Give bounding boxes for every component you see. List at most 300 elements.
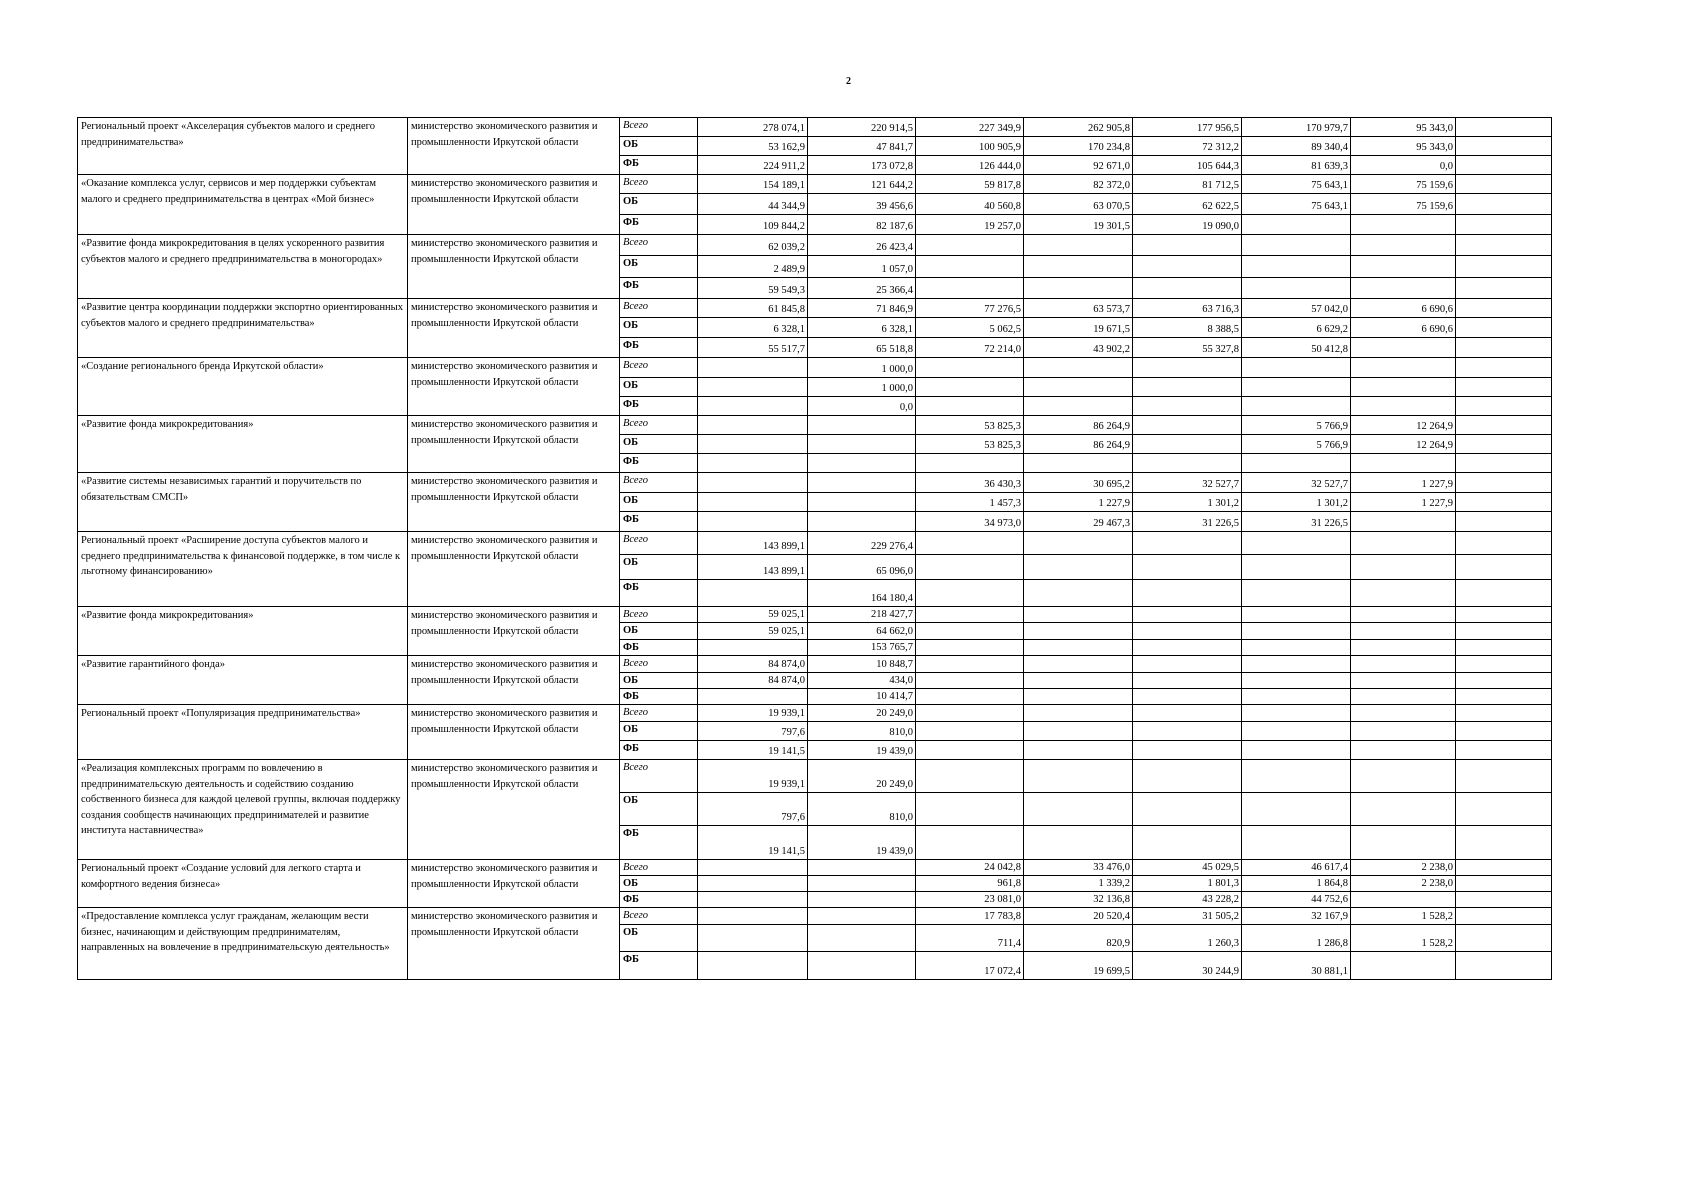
amount-cell bbox=[1351, 705, 1456, 722]
amount-cell: 61 845,8 bbox=[698, 299, 808, 318]
amount-cell bbox=[1133, 607, 1242, 623]
amount-cell: 95 343,0 bbox=[1351, 118, 1456, 137]
amount-cell: 121 644,2 bbox=[808, 175, 916, 194]
amount-cell: 143 899,1 bbox=[698, 532, 808, 555]
amount-cell: 44 752,6 bbox=[1242, 892, 1351, 908]
amount-cell bbox=[1351, 338, 1456, 358]
amount-cell: 53 162,9 bbox=[698, 137, 808, 156]
amount-cell bbox=[1024, 705, 1133, 722]
event-name-cell: «Развитие фонда микрокредитования» bbox=[78, 416, 408, 473]
amount-cell: 63 070,5 bbox=[1024, 194, 1133, 215]
amount-cell bbox=[1456, 760, 1552, 793]
amount-cell: 62 622,5 bbox=[1133, 194, 1242, 215]
amount-cell: 53 825,3 bbox=[916, 435, 1024, 454]
amount-cell bbox=[1456, 235, 1552, 256]
amount-cell bbox=[1456, 137, 1552, 156]
amount-cell bbox=[1242, 555, 1351, 580]
funding-source-cell: Всего bbox=[620, 473, 698, 493]
amount-cell: 31 226,5 bbox=[1242, 512, 1351, 532]
amount-cell: 19 141,5 bbox=[698, 826, 808, 860]
amount-cell: 59 025,1 bbox=[698, 623, 808, 640]
amount-cell bbox=[698, 689, 808, 705]
amount-cell bbox=[1133, 532, 1242, 555]
amount-cell: 10 414,7 bbox=[808, 689, 916, 705]
amount-cell: 71 846,9 bbox=[808, 299, 916, 318]
amount-cell: 797,6 bbox=[698, 793, 808, 826]
amount-cell: 64 662,0 bbox=[808, 623, 916, 640]
amount-cell: 46 617,4 bbox=[1242, 860, 1351, 876]
funding-source-cell: ФБ bbox=[620, 580, 698, 607]
amount-cell bbox=[1456, 892, 1552, 908]
amount-cell bbox=[916, 793, 1024, 826]
amount-cell bbox=[1242, 454, 1351, 473]
budget-table bbox=[77, 117, 1552, 980]
table-row bbox=[78, 473, 1552, 493]
funding-source-cell: Всего bbox=[620, 416, 698, 435]
amount-cell: 81 712,5 bbox=[1133, 175, 1242, 194]
amount-cell: 2 489,9 bbox=[698, 256, 808, 278]
amount-cell bbox=[1242, 397, 1351, 416]
responsible-executor-cell: министерство экономического развития и промышленности Иркутской области bbox=[408, 473, 620, 532]
amount-cell: 19 301,5 bbox=[1024, 215, 1133, 235]
amount-cell bbox=[698, 493, 808, 512]
amount-cell bbox=[1133, 416, 1242, 435]
amount-cell: 19 090,0 bbox=[1133, 215, 1242, 235]
amount-cell bbox=[1456, 555, 1552, 580]
amount-cell bbox=[808, 473, 916, 493]
funding-source-cell: ФБ bbox=[620, 454, 698, 473]
amount-cell bbox=[1133, 378, 1242, 397]
amount-cell bbox=[1024, 256, 1133, 278]
amount-cell bbox=[1351, 656, 1456, 673]
amount-cell bbox=[1456, 908, 1552, 925]
funding-source-cell: ФБ bbox=[620, 215, 698, 235]
funding-source-cell: ОБ bbox=[620, 623, 698, 640]
amount-cell: 1 227,9 bbox=[1351, 473, 1456, 493]
amount-cell bbox=[1456, 860, 1552, 876]
amount-cell: 170 234,8 bbox=[1024, 137, 1133, 156]
amount-cell: 72 214,0 bbox=[916, 338, 1024, 358]
amount-cell bbox=[1456, 532, 1552, 555]
amount-cell: 1 000,0 bbox=[808, 378, 916, 397]
amount-cell: 810,0 bbox=[808, 793, 916, 826]
amount-cell bbox=[1351, 689, 1456, 705]
amount-cell bbox=[1024, 235, 1133, 256]
amount-cell: 177 956,5 bbox=[1133, 118, 1242, 137]
amount-cell bbox=[1024, 689, 1133, 705]
amount-cell bbox=[1133, 235, 1242, 256]
amount-cell bbox=[1456, 580, 1552, 607]
amount-cell bbox=[916, 623, 1024, 640]
amount-cell bbox=[1351, 278, 1456, 299]
amount-cell: 82 187,6 bbox=[808, 215, 916, 235]
funding-source-cell: ФБ bbox=[620, 952, 698, 980]
amount-cell bbox=[1024, 358, 1133, 378]
amount-cell: 57 042,0 bbox=[1242, 299, 1351, 318]
amount-cell bbox=[1133, 397, 1242, 416]
amount-cell bbox=[1456, 623, 1552, 640]
amount-cell bbox=[1351, 826, 1456, 860]
amount-cell: 6 629,2 bbox=[1242, 318, 1351, 338]
amount-cell: 75 643,1 bbox=[1242, 175, 1351, 194]
amount-cell: 59 817,8 bbox=[916, 175, 1024, 194]
amount-cell: 19 671,5 bbox=[1024, 318, 1133, 338]
amount-cell: 19 141,5 bbox=[698, 741, 808, 760]
funding-source-cell: ОБ bbox=[620, 435, 698, 454]
table-row bbox=[78, 299, 1552, 318]
amount-cell bbox=[1133, 689, 1242, 705]
amount-cell bbox=[1456, 397, 1552, 416]
amount-cell bbox=[1456, 722, 1552, 741]
amount-cell: 797,6 bbox=[698, 722, 808, 741]
funding-source-cell: ОБ bbox=[620, 555, 698, 580]
amount-cell bbox=[1456, 876, 1552, 892]
funding-source-cell: ОБ bbox=[620, 378, 698, 397]
amount-cell bbox=[1351, 673, 1456, 689]
amount-cell bbox=[1133, 454, 1242, 473]
amount-cell: 19 939,1 bbox=[698, 705, 808, 722]
amount-cell: 82 372,0 bbox=[1024, 175, 1133, 194]
amount-cell bbox=[1456, 278, 1552, 299]
funding-source-cell: ОБ bbox=[620, 493, 698, 512]
amount-cell bbox=[1024, 793, 1133, 826]
amount-cell bbox=[916, 722, 1024, 741]
amount-cell: 29 467,3 bbox=[1024, 512, 1133, 532]
amount-cell: 92 671,0 bbox=[1024, 156, 1133, 175]
funding-source-cell: ОБ bbox=[620, 256, 698, 278]
amount-cell bbox=[1133, 760, 1242, 793]
amount-cell bbox=[698, 397, 808, 416]
amount-cell bbox=[1024, 532, 1133, 555]
amount-cell bbox=[1351, 532, 1456, 555]
funding-source-cell: ФБ bbox=[620, 640, 698, 656]
amount-cell bbox=[1242, 673, 1351, 689]
amount-cell bbox=[808, 908, 916, 925]
amount-cell: 25 366,4 bbox=[808, 278, 916, 299]
amount-cell bbox=[1456, 358, 1552, 378]
amount-cell: 63 573,7 bbox=[1024, 299, 1133, 318]
amount-cell bbox=[1133, 278, 1242, 299]
amount-cell bbox=[1242, 235, 1351, 256]
amount-cell: 86 264,9 bbox=[1024, 435, 1133, 454]
amount-cell bbox=[1351, 215, 1456, 235]
amount-cell: 17 072,4 bbox=[916, 952, 1024, 980]
amount-cell: 24 042,8 bbox=[916, 860, 1024, 876]
amount-cell bbox=[808, 493, 916, 512]
amount-cell bbox=[698, 892, 808, 908]
table-row bbox=[78, 416, 1552, 435]
amount-cell bbox=[916, 760, 1024, 793]
amount-cell: 224 911,2 bbox=[698, 156, 808, 175]
amount-cell bbox=[916, 705, 1024, 722]
responsible-executor-cell: министерство экономического развития и промышленности Иркутской области bbox=[408, 607, 620, 656]
amount-cell bbox=[1242, 689, 1351, 705]
amount-cell: 50 412,8 bbox=[1242, 338, 1351, 358]
amount-cell: 0,0 bbox=[1351, 156, 1456, 175]
amount-cell: 100 905,9 bbox=[916, 137, 1024, 156]
amount-cell: 5 766,9 bbox=[1242, 435, 1351, 454]
amount-cell bbox=[916, 256, 1024, 278]
amount-cell: 32 527,7 bbox=[1242, 473, 1351, 493]
funding-source-cell: Всего bbox=[620, 235, 698, 256]
responsible-executor-cell: министерство экономического развития и промышленности Иркутской области bbox=[408, 358, 620, 416]
amount-cell bbox=[1024, 673, 1133, 689]
responsible-executor-cell: министерство экономического развития и промышленности Иркутской области bbox=[408, 118, 620, 175]
amount-cell bbox=[1456, 435, 1552, 454]
funding-source-cell: Всего bbox=[620, 175, 698, 194]
amount-cell bbox=[1133, 623, 1242, 640]
funding-source-cell: ОБ bbox=[620, 194, 698, 215]
amount-cell: 72 312,2 bbox=[1133, 137, 1242, 156]
amount-cell: 36 430,3 bbox=[916, 473, 1024, 493]
table-row bbox=[78, 705, 1552, 722]
amount-cell bbox=[1242, 607, 1351, 623]
amount-cell bbox=[1024, 555, 1133, 580]
amount-cell bbox=[1242, 826, 1351, 860]
amount-cell bbox=[808, 512, 916, 532]
amount-cell: 1 801,3 bbox=[1133, 876, 1242, 892]
event-name-cell: Региональный проект «Популяризация предпринимательства» bbox=[78, 705, 408, 760]
amount-cell bbox=[1242, 532, 1351, 555]
amount-cell bbox=[1351, 760, 1456, 793]
amount-cell: 77 276,5 bbox=[916, 299, 1024, 318]
funding-source-cell: ОБ bbox=[620, 318, 698, 338]
amount-cell bbox=[808, 952, 916, 980]
amount-cell: 32 167,9 bbox=[1242, 908, 1351, 925]
amount-cell: 1 457,3 bbox=[916, 493, 1024, 512]
amount-cell: 53 825,3 bbox=[916, 416, 1024, 435]
amount-cell: 126 444,0 bbox=[916, 156, 1024, 175]
amount-cell bbox=[698, 435, 808, 454]
amount-cell: 218 427,7 bbox=[808, 607, 916, 623]
amount-cell bbox=[916, 397, 1024, 416]
funding-source-cell: ОБ bbox=[620, 722, 698, 741]
amount-cell: 10 848,7 bbox=[808, 656, 916, 673]
amount-cell bbox=[808, 892, 916, 908]
event-name-cell: Региональный проект «Акселерация субъектов малого и среднего предпринимательства» bbox=[78, 118, 408, 175]
table-row bbox=[78, 656, 1552, 673]
amount-cell: 105 644,3 bbox=[1133, 156, 1242, 175]
table-row bbox=[78, 358, 1552, 378]
amount-cell bbox=[1456, 673, 1552, 689]
amount-cell bbox=[1456, 705, 1552, 722]
amount-cell: 1 528,2 bbox=[1351, 925, 1456, 952]
responsible-executor-cell: министерство экономического развития и промышленности Иркутской области bbox=[408, 760, 620, 860]
amount-cell: 262 905,8 bbox=[1024, 118, 1133, 137]
amount-cell bbox=[1351, 640, 1456, 656]
amount-cell bbox=[1351, 454, 1456, 473]
amount-cell: 45 029,5 bbox=[1133, 860, 1242, 876]
amount-cell: 47 841,7 bbox=[808, 137, 916, 156]
amount-cell bbox=[1456, 741, 1552, 760]
funding-source-cell: Всего bbox=[620, 760, 698, 793]
funding-source-cell: Всего bbox=[620, 532, 698, 555]
amount-cell bbox=[1133, 722, 1242, 741]
amount-cell: 40 560,8 bbox=[916, 194, 1024, 215]
amount-cell: 1 057,0 bbox=[808, 256, 916, 278]
amount-cell: 1 227,9 bbox=[1024, 493, 1133, 512]
amount-cell bbox=[1024, 580, 1133, 607]
amount-cell bbox=[1024, 623, 1133, 640]
amount-cell bbox=[1456, 454, 1552, 473]
amount-cell: 23 081,0 bbox=[916, 892, 1024, 908]
amount-cell: 19 439,0 bbox=[808, 741, 916, 760]
amount-cell: 34 973,0 bbox=[916, 512, 1024, 532]
amount-cell bbox=[1456, 689, 1552, 705]
amount-cell bbox=[1242, 358, 1351, 378]
funding-source-cell: ФБ bbox=[620, 741, 698, 760]
funding-source-cell: Всего bbox=[620, 607, 698, 623]
amount-cell bbox=[916, 689, 1024, 705]
amount-cell bbox=[1024, 397, 1133, 416]
amount-cell: 227 349,9 bbox=[916, 118, 1024, 137]
event-name-cell: Региональный проект «Создание условий для легкого старта и комфортного ведения бизнеса» bbox=[78, 860, 408, 908]
amount-cell bbox=[698, 876, 808, 892]
amount-cell bbox=[1351, 741, 1456, 760]
responsible-executor-cell: министерство экономического развития и промышленности Иркутской области bbox=[408, 416, 620, 473]
amount-cell bbox=[1133, 656, 1242, 673]
amount-cell: 12 264,9 bbox=[1351, 435, 1456, 454]
amount-cell bbox=[916, 580, 1024, 607]
funding-source-cell: Всего bbox=[620, 118, 698, 137]
amount-cell bbox=[1456, 640, 1552, 656]
amount-cell bbox=[1242, 278, 1351, 299]
amount-cell bbox=[1351, 256, 1456, 278]
amount-cell: 154 189,1 bbox=[698, 175, 808, 194]
event-name-cell: «Оказание комплекса услуг, сервисов и мер поддержки субъектам малого и среднего предпринимательства в центрах «Мой бизнес» bbox=[78, 175, 408, 235]
amount-cell: 1 339,2 bbox=[1024, 876, 1133, 892]
amount-cell bbox=[1351, 623, 1456, 640]
amount-cell bbox=[1456, 607, 1552, 623]
amount-cell: 2 238,0 bbox=[1351, 860, 1456, 876]
responsible-executor-cell: министерство экономического развития и промышленности Иркутской области bbox=[408, 235, 620, 299]
amount-cell bbox=[1351, 378, 1456, 397]
amount-cell: 55 327,8 bbox=[1133, 338, 1242, 358]
amount-cell: 95 343,0 bbox=[1351, 137, 1456, 156]
amount-cell: 711,4 bbox=[916, 925, 1024, 952]
amount-cell: 1 260,3 bbox=[1133, 925, 1242, 952]
amount-cell bbox=[808, 454, 916, 473]
amount-cell bbox=[1242, 378, 1351, 397]
amount-cell bbox=[1024, 278, 1133, 299]
amount-cell bbox=[1351, 555, 1456, 580]
amount-cell: 39 456,6 bbox=[808, 194, 916, 215]
funding-source-cell: Всего bbox=[620, 908, 698, 925]
amount-cell: 1 528,2 bbox=[1351, 908, 1456, 925]
amount-cell: 173 072,8 bbox=[808, 156, 916, 175]
event-name-cell: «Реализация комплексных программ по вовлечению в предпринимательскую деятельность и содействию созданию собственного бизнеса для каждой целевой группы, включая поддержку создания сообществ начинающих предпринимателей и развитие института наставничества» bbox=[78, 760, 408, 860]
amount-cell bbox=[698, 640, 808, 656]
amount-cell bbox=[916, 235, 1024, 256]
event-name-cell: «Предоставление комплекса услуг гражданам, желающим вести бизнес, начинающим и действующим предпринимателям, направленных на вовлечение в предпринимательскую деятельность» bbox=[78, 908, 408, 980]
amount-cell: 65 096,0 bbox=[808, 555, 916, 580]
responsible-executor-cell: министерство экономического развития и промышленности Иркутской области bbox=[408, 705, 620, 760]
amount-cell bbox=[1456, 925, 1552, 952]
funding-source-cell: ФБ bbox=[620, 892, 698, 908]
responsible-executor-cell: министерство экономического развития и промышленности Иркутской области bbox=[408, 175, 620, 235]
amount-cell bbox=[698, 416, 808, 435]
amount-cell: 143 899,1 bbox=[698, 555, 808, 580]
amount-cell: 6 328,1 bbox=[808, 318, 916, 338]
amount-cell: 75 159,6 bbox=[1351, 175, 1456, 194]
amount-cell: 6 328,1 bbox=[698, 318, 808, 338]
amount-cell: 84 874,0 bbox=[698, 656, 808, 673]
amount-cell: 30 695,2 bbox=[1024, 473, 1133, 493]
amount-cell bbox=[1456, 156, 1552, 175]
responsible-executor-cell: министерство экономического развития и промышленности Иркутской области bbox=[408, 656, 620, 705]
amount-cell bbox=[1133, 705, 1242, 722]
amount-cell: 19 939,1 bbox=[698, 760, 808, 793]
amount-cell bbox=[1133, 741, 1242, 760]
amount-cell bbox=[1351, 235, 1456, 256]
funding-source-cell: ФБ bbox=[620, 826, 698, 860]
amount-cell bbox=[1133, 793, 1242, 826]
amount-cell: 6 690,6 bbox=[1351, 299, 1456, 318]
amount-cell: 0,0 bbox=[808, 397, 916, 416]
amount-cell: 1 864,8 bbox=[1242, 876, 1351, 892]
amount-cell: 43 902,2 bbox=[1024, 338, 1133, 358]
amount-cell bbox=[1456, 656, 1552, 673]
responsible-executor-cell: министерство экономического развития и промышленности Иркутской области bbox=[408, 860, 620, 908]
event-name-cell: «Развитие гарантийного фонда» bbox=[78, 656, 408, 705]
amount-cell bbox=[1456, 416, 1552, 435]
amount-cell: 153 765,7 bbox=[808, 640, 916, 656]
amount-cell bbox=[1242, 793, 1351, 826]
amount-cell bbox=[808, 876, 916, 892]
amount-cell: 5 062,5 bbox=[916, 318, 1024, 338]
amount-cell: 5 766,9 bbox=[1242, 416, 1351, 435]
amount-cell bbox=[916, 673, 1024, 689]
amount-cell bbox=[808, 860, 916, 876]
amount-cell bbox=[1351, 722, 1456, 741]
amount-cell bbox=[1456, 118, 1552, 137]
amount-cell bbox=[1024, 378, 1133, 397]
amount-cell: 1 301,2 bbox=[1133, 493, 1242, 512]
amount-cell: 31 505,2 bbox=[1133, 908, 1242, 925]
amount-cell bbox=[916, 555, 1024, 580]
amount-cell: 434,0 bbox=[808, 673, 916, 689]
funding-source-cell: ОБ bbox=[620, 876, 698, 892]
amount-cell bbox=[1456, 175, 1552, 194]
amount-cell: 63 716,3 bbox=[1133, 299, 1242, 318]
funding-source-cell: ФБ bbox=[620, 278, 698, 299]
table-row bbox=[78, 760, 1552, 793]
amount-cell bbox=[1456, 512, 1552, 532]
amount-cell bbox=[1351, 512, 1456, 532]
amount-cell bbox=[1351, 952, 1456, 980]
funding-source-cell: ОБ bbox=[620, 793, 698, 826]
amount-cell: 810,0 bbox=[808, 722, 916, 741]
amount-cell: 164 180,4 bbox=[808, 580, 916, 607]
amount-cell: 89 340,4 bbox=[1242, 137, 1351, 156]
funding-source-cell: Всего bbox=[620, 299, 698, 318]
amount-cell: 961,8 bbox=[916, 876, 1024, 892]
responsible-executor-cell: министерство экономического развития и промышленности Иркутской области bbox=[408, 908, 620, 980]
funding-source-cell: ФБ bbox=[620, 689, 698, 705]
amount-cell bbox=[916, 358, 1024, 378]
amount-cell bbox=[1456, 952, 1552, 980]
amount-cell bbox=[1456, 256, 1552, 278]
amount-cell bbox=[1456, 215, 1552, 235]
amount-cell: 17 783,8 bbox=[916, 908, 1024, 925]
amount-cell bbox=[1351, 580, 1456, 607]
amount-cell: 86 264,9 bbox=[1024, 416, 1133, 435]
amount-cell bbox=[698, 473, 808, 493]
amount-cell: 26 423,4 bbox=[808, 235, 916, 256]
amount-cell bbox=[1242, 215, 1351, 235]
amount-cell bbox=[1024, 741, 1133, 760]
amount-cell bbox=[1242, 760, 1351, 793]
